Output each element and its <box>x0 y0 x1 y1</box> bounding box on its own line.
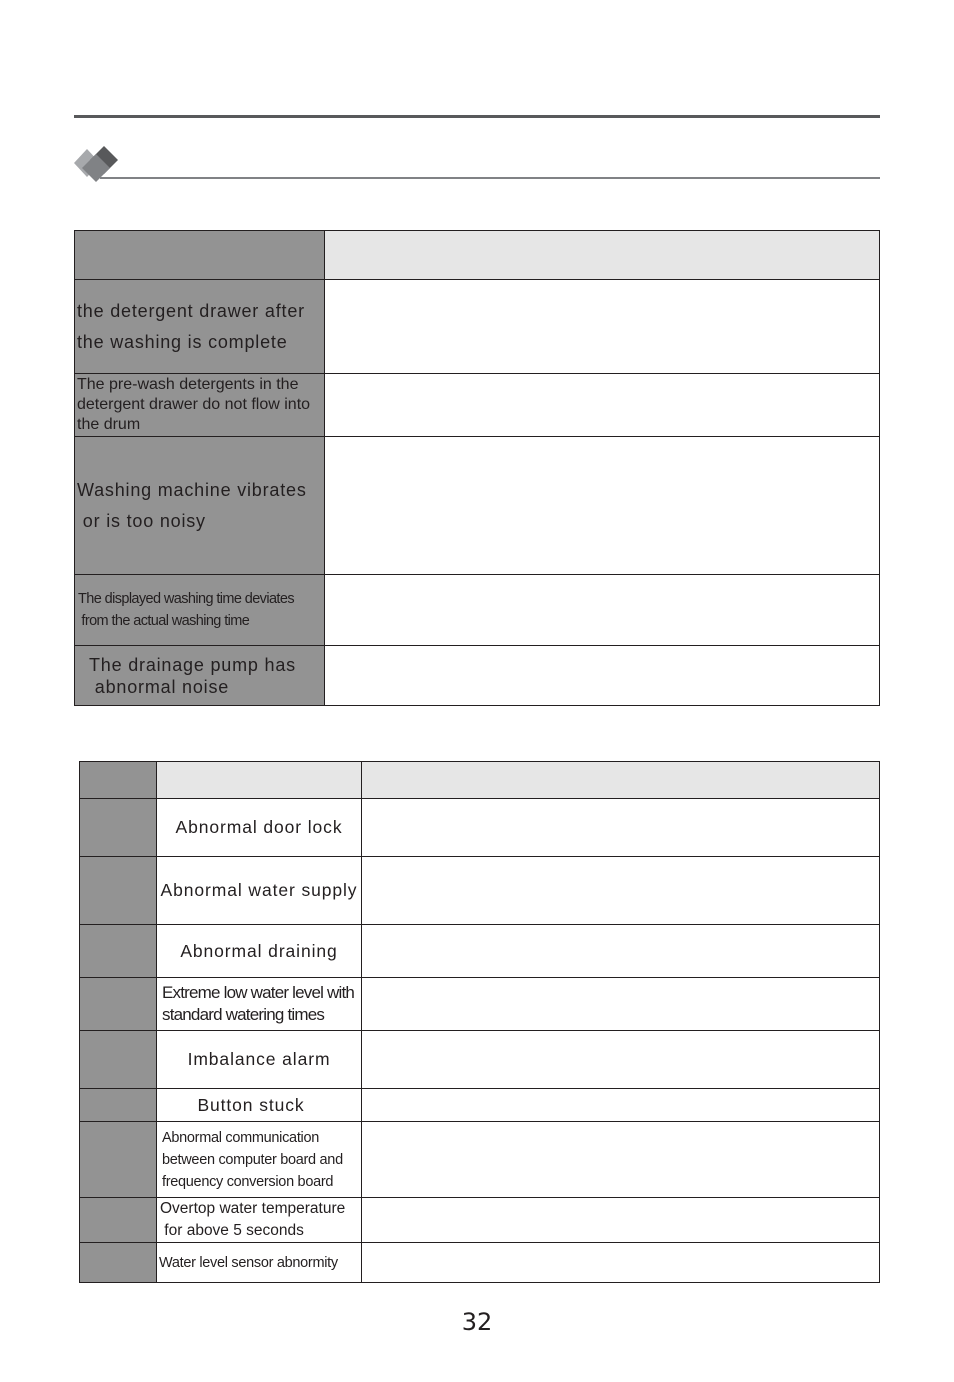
error-code-cell <box>80 1243 157 1283</box>
error-code-cell <box>80 1031 157 1089</box>
error-description-cell <box>157 1122 362 1198</box>
table-row <box>80 1031 880 1089</box>
error-code-table <box>79 761 880 1283</box>
error-description-cell <box>157 857 362 925</box>
table-row <box>75 374 880 437</box>
problem-text: The drainage pump has <box>89 654 296 675</box>
error-description-cell <box>157 1243 362 1283</box>
table-row <box>80 799 880 857</box>
problem-cell <box>75 437 325 575</box>
problem-cell <box>75 280 325 374</box>
solution-header <box>362 762 880 799</box>
error-solution-cell <box>362 1089 880 1122</box>
solution-cell <box>325 646 880 706</box>
solution-cell <box>325 280 880 374</box>
error-solution-cell <box>362 1122 880 1198</box>
table-row <box>80 978 880 1031</box>
error-description: Button stuck <box>197 1094 305 1115</box>
error-solution-cell <box>362 1031 880 1089</box>
error-description: for above 5 seconds <box>160 1222 304 1239</box>
table-row <box>75 575 880 646</box>
error-description-cell <box>157 799 362 857</box>
problem-cell <box>75 374 325 437</box>
problem-cell <box>75 575 325 646</box>
table-row <box>80 857 880 925</box>
error-description-cell <box>157 978 362 1031</box>
solution-cell <box>325 374 880 437</box>
top-rule <box>74 115 880 118</box>
error-description: Extreme low water level with <box>162 983 355 1002</box>
table-row <box>80 1122 880 1198</box>
error-description-cell <box>157 1198 362 1243</box>
error-solution-cell <box>362 925 880 978</box>
error-description: standard watering times <box>162 1005 325 1024</box>
solution-header <box>325 231 880 280</box>
error-description-cell <box>157 925 362 978</box>
section-rule <box>100 177 880 179</box>
error-solution-cell <box>362 978 880 1031</box>
error-solution-cell <box>362 1198 880 1243</box>
table-row <box>80 1089 880 1122</box>
troubleshooting-header-row <box>75 231 880 280</box>
problem-header <box>75 231 325 280</box>
error-description: Abnormal draining <box>180 940 338 961</box>
problem-text: The pre-wash detergents in the <box>77 376 299 393</box>
error-description: Imbalance alarm <box>187 1049 331 1069</box>
error-description: Water level sensor abnormity <box>159 1254 338 1271</box>
table-row <box>80 1198 880 1243</box>
problem-text: from the actual washing time <box>78 613 250 629</box>
error-description: Abnormal door lock <box>175 817 343 837</box>
error-description: Abnormal water supply <box>160 880 358 900</box>
description-header <box>157 762 362 799</box>
problem-cell <box>75 646 325 706</box>
troubleshooting-table <box>74 230 880 706</box>
error-solution-cell <box>362 799 880 857</box>
table-row <box>80 925 880 978</box>
error-description: Overtop water temperature <box>160 1200 346 1217</box>
table-row <box>75 437 880 575</box>
solution-cell <box>325 575 880 646</box>
error-solution-cell <box>362 857 880 925</box>
error-code-cell <box>80 1198 157 1243</box>
problem-text: the drum <box>77 416 141 433</box>
table-row <box>75 646 880 706</box>
page-number: 32 <box>461 1308 493 1336</box>
error-description: between computer board and <box>162 1151 343 1168</box>
error-description: frequency conversion board <box>162 1173 334 1190</box>
problem-text: the detergent drawer after <box>77 300 305 321</box>
error-description: Abnormal communication <box>162 1129 319 1146</box>
error-code-cell <box>80 1122 157 1198</box>
problem-text: the washing is complete <box>77 331 288 352</box>
error-description-cell <box>157 1089 362 1122</box>
error-header-row <box>80 762 880 799</box>
problem-text: Washing machine vibrates <box>77 479 307 500</box>
error-description-cell <box>157 1031 362 1089</box>
error-code-cell <box>80 799 157 857</box>
table-row <box>80 1243 880 1283</box>
problem-text: The displayed washing time deviates <box>78 591 294 607</box>
problem-text: or is too noisy <box>77 510 206 531</box>
error-code-cell <box>80 925 157 978</box>
table-row <box>75 280 880 374</box>
solution-cell <box>325 437 880 575</box>
error-code-cell <box>80 978 157 1031</box>
error-solution-cell <box>362 1243 880 1283</box>
error-code-cell <box>80 857 157 925</box>
problem-text: detergent drawer do not flow into <box>77 396 311 413</box>
problem-text: abnormal noise <box>89 676 230 697</box>
code-header <box>80 762 157 799</box>
